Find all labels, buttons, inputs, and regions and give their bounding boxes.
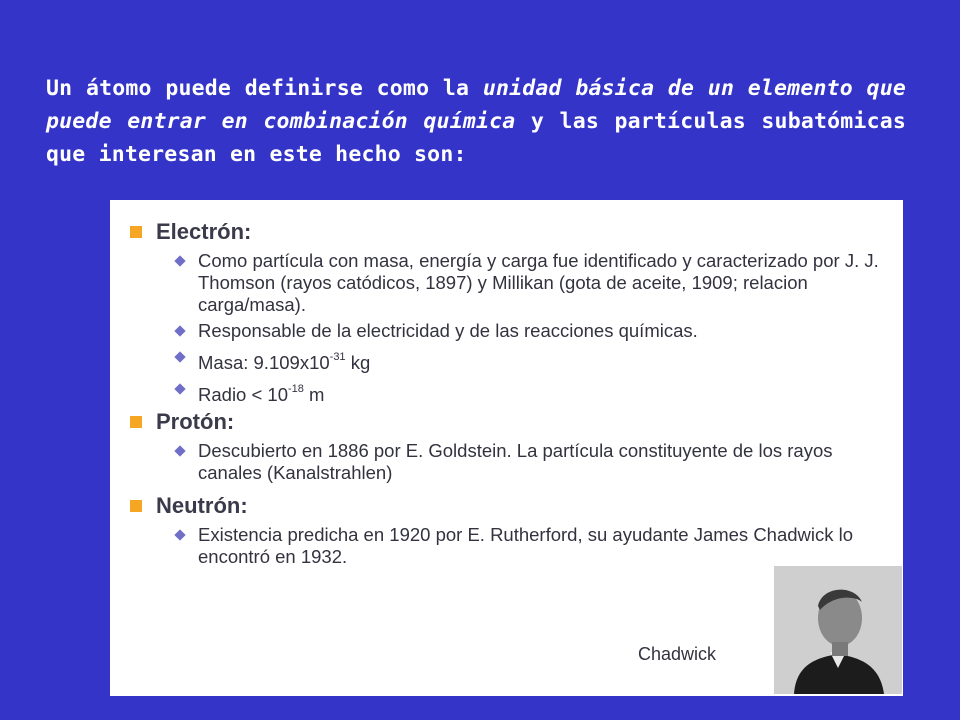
section-proton: [130, 408, 900, 484]
diamond-bullet-icon: [174, 255, 185, 266]
item-text: [198, 346, 370, 374]
section-heading: [130, 218, 900, 246]
content-panel: [110, 200, 903, 696]
heading-electron: Electrón:: [156, 219, 252, 244]
intro-italic: unidad básica de un elemento que puede entrar en combinación química: [46, 76, 906, 134]
diamond-bullet-icon: [174, 351, 185, 362]
square-bullet-icon: [130, 416, 142, 428]
radius-suffix: m: [303, 384, 325, 405]
section-heading: [130, 492, 900, 520]
diamond-bullet-icon: [174, 529, 185, 540]
section-heading: [130, 408, 900, 436]
list-item: [174, 440, 900, 484]
item-text: Como partícula con masa, energía y carga fue identificado y caracterizado por J. J. Thomson (rayos catódicos, 1897) y Millikan (gota de aceite, 1909; relacion carga/masa).: [198, 250, 879, 315]
diamond-bullet-icon: [174, 325, 185, 336]
mass-suffix: kg: [345, 352, 371, 373]
item-text: [198, 378, 324, 406]
portrait-photo: [774, 566, 902, 694]
item-text: Descubierto en 1886 por E. Goldstein. La partícula constituyente de los rayos canales (Kanalstrahlen): [198, 440, 833, 483]
intro-part1: Un átomo puede definirse como la: [46, 76, 483, 101]
item-text: Responsable de la electricidad y de las reacciones químicas.: [198, 320, 698, 341]
diamond-bullet-icon: [174, 383, 185, 394]
radius-prefix: Radio < 10: [198, 384, 288, 405]
radius-exponent: -18: [288, 383, 304, 395]
section-neutron: [130, 492, 900, 568]
square-bullet-icon: [130, 226, 142, 238]
mass-prefix: Masa: 9.109x10: [198, 352, 330, 373]
list-item-mass: [174, 346, 900, 374]
list-item: [174, 250, 900, 316]
heading-neutron: Neutrón:: [156, 493, 248, 518]
square-bullet-icon: [130, 500, 142, 512]
portrait-icon: [774, 566, 902, 694]
section-electron: [130, 218, 900, 406]
intro-part2: y las partículas subatómicas que interesan en este hecho son:: [46, 109, 906, 167]
intro-text: [46, 72, 906, 171]
photo-caption: Chadwick: [638, 644, 717, 664]
mass-exponent: -31: [329, 351, 346, 363]
diamond-bullet-icon: [174, 445, 185, 456]
item-text: Existencia predicha en 1920 por E. Rutherford, su ayudante James Chadwick lo encontró en 1932.: [198, 524, 854, 567]
list-item-radius: [174, 378, 900, 406]
heading-proton: Protón:: [156, 409, 235, 434]
list-item: [174, 320, 900, 342]
list-item: [174, 524, 900, 568]
